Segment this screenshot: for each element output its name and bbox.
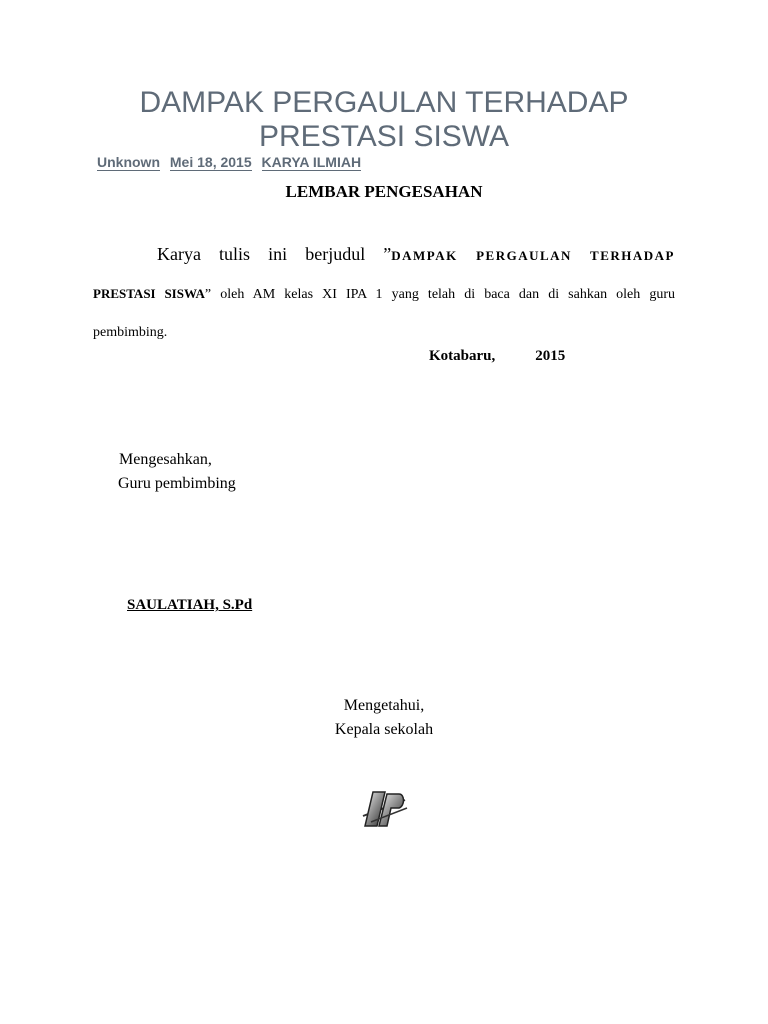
paragraph-line2 [93, 286, 675, 303]
place: Kotabaru, [429, 348, 496, 364]
place-date [429, 348, 565, 365]
title-part1: DAMPAK PERGAULAN TERHADAP [391, 248, 675, 263]
acknowledge-block [0, 694, 768, 742]
approver-name: SAULATIAH, S.Pd [127, 597, 253, 613]
post-title [0, 86, 768, 154]
acknowledger-role: Kepala sekolah [334, 721, 434, 738]
logo-icon [359, 786, 411, 832]
approve-label: Mengesahkan, [119, 451, 212, 468]
year: 2015 [535, 348, 566, 364]
title-part2: PRESTASI SISWA [93, 286, 205, 301]
post-title-line1: DAMPAK PERGAULAN TERHADAP [139, 86, 629, 119]
intro-text: Karya tulis ini berjudul ” [157, 244, 392, 264]
approval-block [118, 448, 236, 496]
paragraph-line3: pembimbing. [93, 325, 168, 340]
post-meta [97, 154, 367, 170]
category-link[interactable]: KARYA ILMIAH [261, 154, 362, 170]
paragraph-line1 [93, 244, 675, 265]
post-title-line2: PRESTASI SISWA [258, 120, 510, 153]
document-heading: LEMBAR PENGESAHAN [285, 182, 483, 201]
date-link[interactable]: Mei 18, 2015 [169, 154, 252, 170]
author-link[interactable]: Unknown [97, 154, 160, 170]
line2-rest: ” oleh AM kelas XI IPA 1 yang telah di baca dan di sahkan oleh guru [204, 287, 675, 302]
approver-role: Guru pembimbing [118, 475, 236, 492]
acknowledge-label: Mengetahui, [343, 697, 425, 714]
